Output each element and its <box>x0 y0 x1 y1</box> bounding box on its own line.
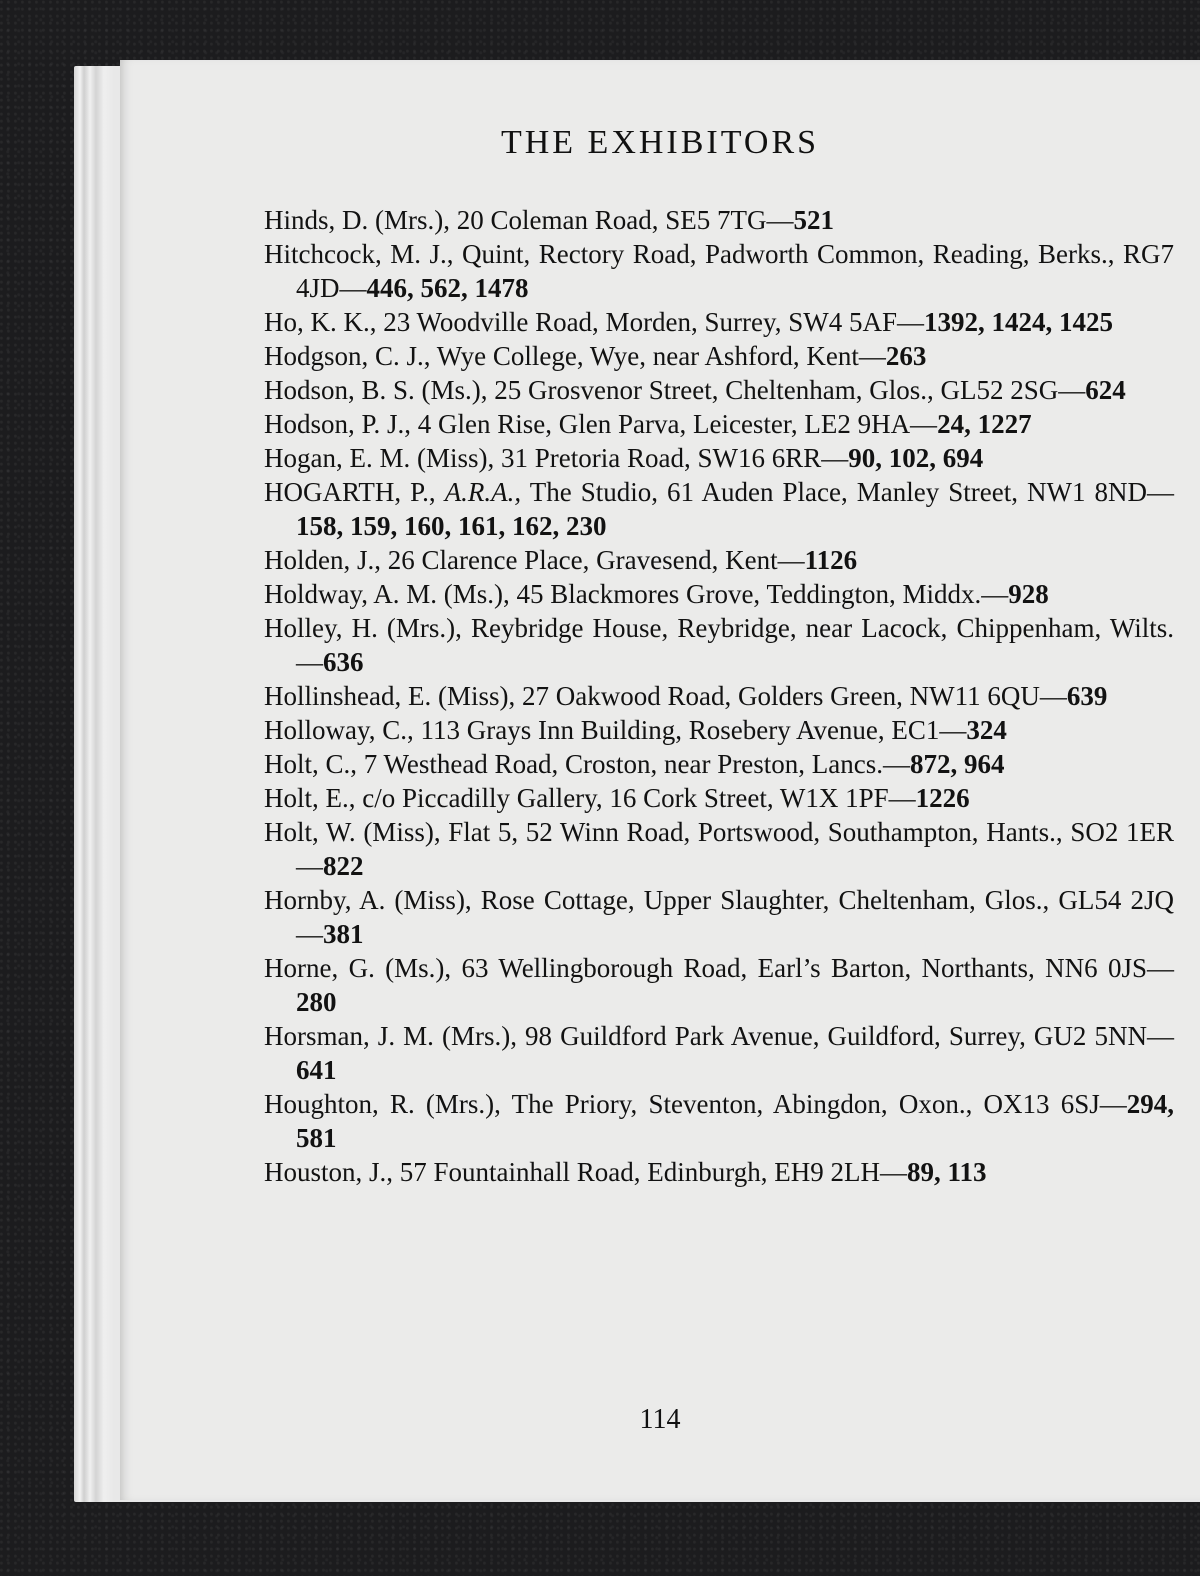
list-item: Hogan, E. M. (Miss), 31 Pretoria Road, SW16 6RR—90, 102, 694 <box>264 443 984 473</box>
book-page <box>120 60 1200 1500</box>
list-item: Hollinshead, E. (Miss), 27 Oakwood Road, Golders Green, NW11 6QU—639 <box>264 681 1108 711</box>
list-item: HOGARTH, P., A.R.A., The Studio, 61 Auden Place, Manley Street, NW1 8ND—158, 159, 160, 161, 162, 230 <box>264 477 1174 541</box>
exhibitor-list <box>264 203 1174 1189</box>
list-item: Holloway, C., 113 Grays Inn Building, Rosebery Avenue, EC1—324 <box>264 715 1007 745</box>
list-item: Holt, C., 7 Westhead Road, Croston, near Preston, Lancs.—872, 964 <box>264 749 1005 779</box>
list-item: Holley, H. (Mrs.), Reybridge House, Reybridge, near Lacock, Chippenham, Wilts.—636 <box>264 613 1174 677</box>
page-number: 114 <box>639 1404 681 1435</box>
list-item: Horsman, J. M. (Mrs.), 98 Guildford Park Avenue, Guildford, Surrey, GU2 5NN—641 <box>264 1021 1174 1085</box>
list-item: Holt, E., c/o Piccadilly Gallery, 16 Cork Street, W1X 1PF—1226 <box>264 783 970 813</box>
list-item: Hinds, D. (Mrs.), 20 Coleman Road, SE5 7TG—521 <box>264 205 834 235</box>
list-item: Hornby, A. (Miss), Rose Cottage, Upper Slaughter, Cheltenham, Glos., GL54 2JQ—381 <box>264 885 1174 949</box>
list-item: Ho, K. K., 23 Woodville Road, Morden, Surrey, SW4 5AF—1392, 1424, 1425 <box>264 307 1114 337</box>
list-item: Holdway, A. M. (Ms.), 45 Blackmores Grove, Teddington, Middx.—928 <box>264 579 1049 609</box>
list-item: Houghton, R. (Mrs.), The Priory, Steventon, Abingdon, Oxon., OX13 6SJ—294, 581 <box>264 1089 1174 1153</box>
list-item: Hodson, B. S. (Ms.), 25 Grosvenor Street, Cheltenham, Glos., GL52 2SG—624 <box>264 375 1126 405</box>
list-item: Holt, W. (Miss), Flat 5, 52 Winn Road, Portswood, Southampton, Hants., SO2 1ER—822 <box>264 817 1174 881</box>
list-item: Holden, J., 26 Clarence Place, Gravesend, Kent—1126 <box>264 545 858 575</box>
list-item: Houston, J., 57 Fountainhall Road, Edinburgh, EH9 2LH—89, 113 <box>264 1157 987 1187</box>
list-item: Hodgson, C. J., Wye College, Wye, near Ashford, Kent—263 <box>264 341 927 371</box>
list-item: Horne, G. (Ms.), 63 Wellingborough Road, Earl’s Barton, Northants, NN6 0JS—280 <box>264 953 1174 1017</box>
list-item: Hodson, P. J., 4 Glen Rise, Glen Parva, Leicester, LE2 9HA—24, 1227 <box>264 409 1032 439</box>
page-title: THE EXHIBITORS <box>500 124 820 161</box>
list-item: Hitchcock, M. J., Quint, Rectory Road, Padworth Common, Reading, Berks., RG7 4JD—446, 562, 1478 <box>264 239 1174 303</box>
